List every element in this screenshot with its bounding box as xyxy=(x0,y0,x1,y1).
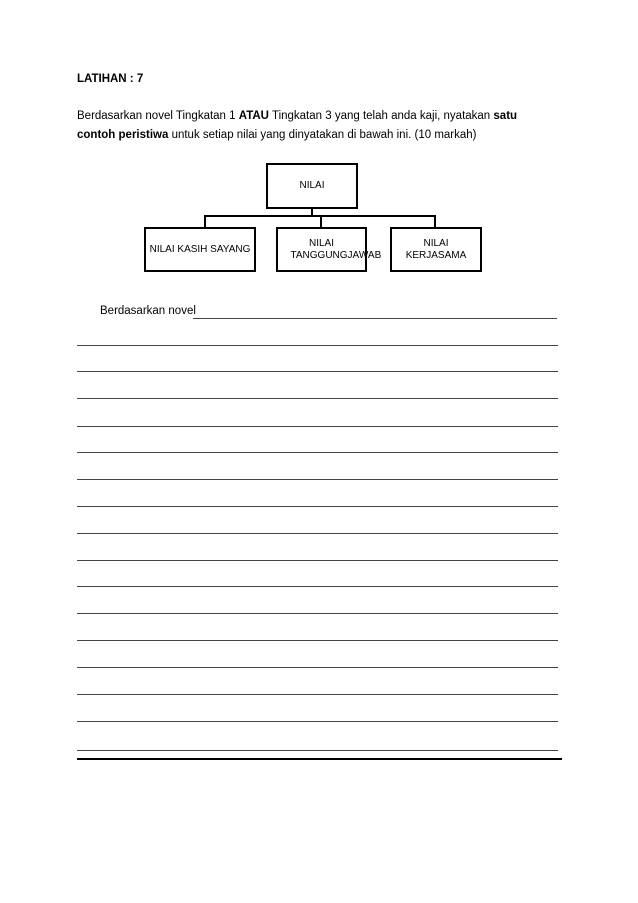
diagram-root-box xyxy=(266,163,358,209)
diagram-root-label: NILAI xyxy=(299,180,325,191)
answer-line-6[interactable] xyxy=(77,479,558,480)
diagram-child-label: NILAI TANGGUNGJAWAB xyxy=(290,237,382,261)
diagram-child-box-kerjasama xyxy=(390,227,482,272)
diagram-child-box-tanggungjawab xyxy=(276,227,382,272)
answer-line-11[interactable] xyxy=(77,613,558,614)
answer-line-10[interactable] xyxy=(77,586,558,587)
answer-line-7[interactable] xyxy=(77,506,558,507)
answer-line-14[interactable] xyxy=(77,694,558,695)
novel-title-input-line[interactable] xyxy=(193,318,557,319)
answer-line-12[interactable] xyxy=(77,640,558,641)
exercise-heading: LATIHAN : 7 xyxy=(77,73,144,85)
answer-line-2[interactable] xyxy=(77,371,558,372)
answer-line-3[interactable] xyxy=(77,398,558,399)
diagram-child-label: NILAI KASIH SAYANG xyxy=(149,243,251,255)
answer-line-16[interactable] xyxy=(77,750,558,751)
answer-area-bottom-rule xyxy=(77,758,562,760)
novel-prompt: Berdasarkan novel xyxy=(100,305,196,317)
diagram-child-box-kasih-sayang xyxy=(144,227,256,272)
diagram-child-label: NILAI KERJASAMA xyxy=(405,237,467,261)
answer-line-5[interactable] xyxy=(77,452,558,453)
answer-line-4[interactable] xyxy=(77,426,558,427)
answer-line-15[interactable] xyxy=(77,721,558,722)
answer-line-13[interactable] xyxy=(77,667,558,668)
answer-line-8[interactable] xyxy=(77,533,558,534)
instruction-text: Berdasarkan novel Tingkatan 1 ATAU Tingkatan 3 yang telah anda kaji, nyatakan satu contoh peristiwa untuk setiap nilai yang dinyatakan di bawah ini. (10 markah) xyxy=(77,110,518,141)
answer-line-1[interactable] xyxy=(77,345,558,346)
answer-line-9[interactable] xyxy=(77,560,558,561)
